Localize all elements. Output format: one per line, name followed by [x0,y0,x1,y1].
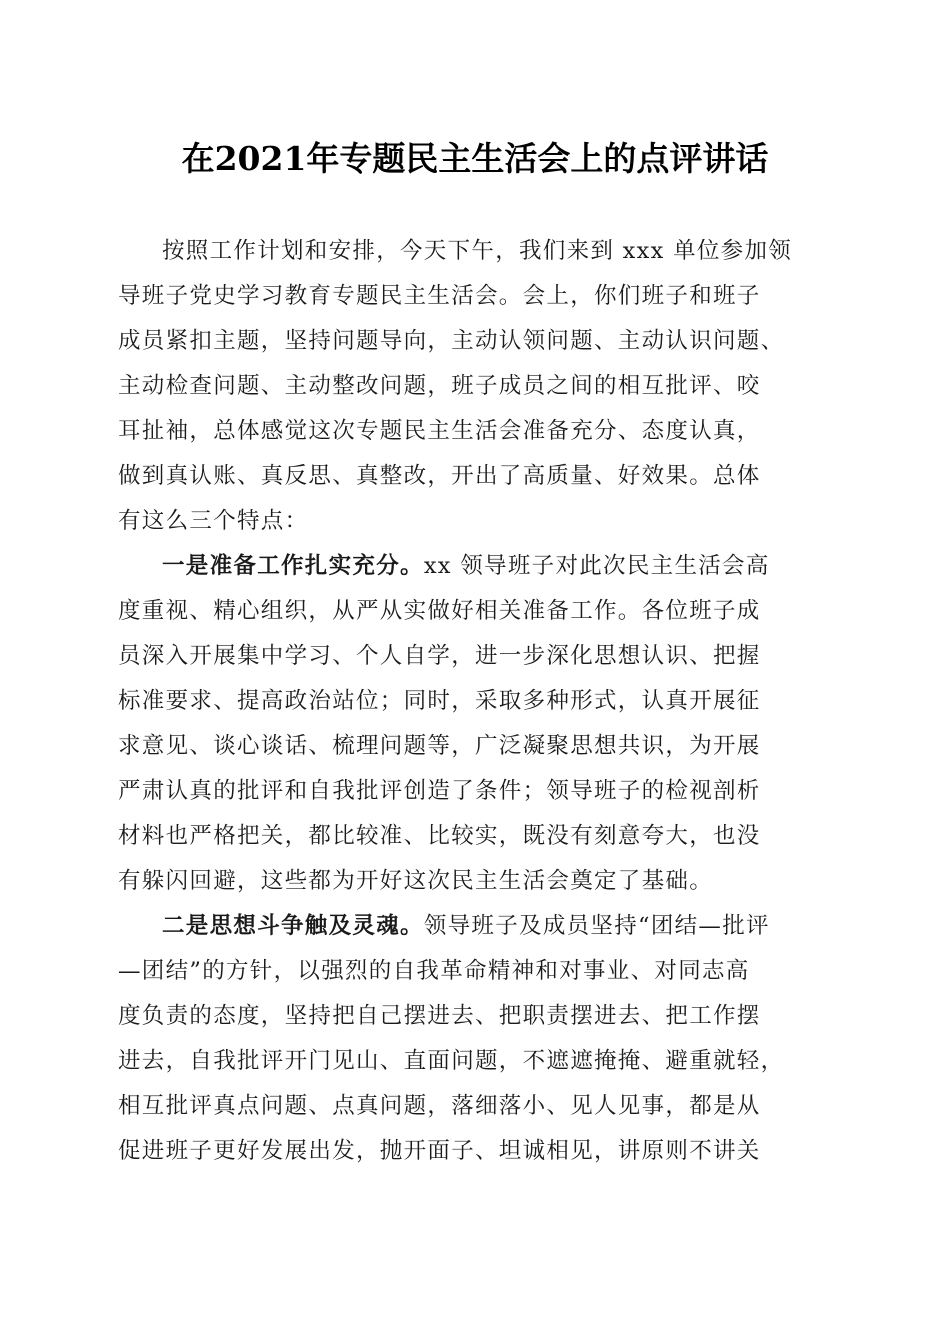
paragraph-line: 促进班子更好发展出发，抛开面子、坦诚相见，讲原则不讲关 [118,1138,761,1164]
paragraph-line: 严肃认真的批评和自我批评创造了条件；领导班子的检视剖析 [118,778,761,804]
document-title: 在2021年专题民主生活会上的点评讲话 [181,139,769,178]
paragraph-line: 相互批评真点问题、点真问题，落细落小、见人见事，都是从 [118,1093,761,1119]
point-2-heading: 二是思想斗争触及灵魂。 [162,913,424,939]
paragraph-line: 主动检查问题、主动整改问题，班子成员之间的相互批评、咬 [118,373,761,399]
paragraph-line: 度负责的态度，坚持把自己摆进去、把职责摆进去、把工作摆 [118,1003,761,1029]
paragraph-line: —团结”的方针，以强烈的自我革命精神和对事业、对同志高 [118,958,750,984]
paragraph-line: 耳扯袖，总体感觉这次专题民主生活会准备充分、态度认真， [118,418,761,444]
paragraph-line: 做到真认账、真反思、真整改，开出了高质量、好效果。总体 [118,463,761,489]
paragraph-line: 进去，自我批评开门见山、直面问题，不遮遮掩掩、避重就轻， [118,1048,785,1074]
paragraph-line: 有躲闪回避，这些都为开好这次民主生活会奠定了基础。 [118,868,714,894]
point-2-first-line [118,904,840,949]
document-body [118,229,840,1174]
paragraph-line: 导班子党史学习教育专题民主生活会。会上，你们班子和班子 [118,283,761,309]
paragraph-line: 员深入开展集中学习、个人自学，进一步深化思想认识、把握 [118,643,761,669]
paragraph-line: 成员紧扣主题，坚持问题导向，主动认领问题、主动认识问题、 [118,328,785,354]
point-1-heading: 一是准备工作扎实充分。 [162,553,424,579]
paragraph-line: 标准要求、提高政治站位；同时，采取多种形式，认真开展征 [118,688,761,714]
paragraph-line: 材料也严格把关，都比较准、比较实，既没有刻意夸大，也没 [118,823,761,849]
paragraph-line: 求意见、谈心谈话、梳理问题等，广泛凝聚思想共识，为开展 [118,733,761,759]
paragraph-line: 度重视、精心组织，从严从实做好相关准备工作。各位班子成 [118,598,761,624]
paragraph-line: 按照工作计划和安排，今天下午，我们来到 xxx 单位参加领 [162,238,793,264]
point-1-first-line-text: xx 领导班子对此次民主生活会高 [423,553,770,579]
point-2-first-line-text: 领导班子及成员坚持“团结—批评 [423,913,770,939]
point-1-first-line [118,544,840,589]
paragraph-line: 有这么三个特点： [118,508,309,534]
